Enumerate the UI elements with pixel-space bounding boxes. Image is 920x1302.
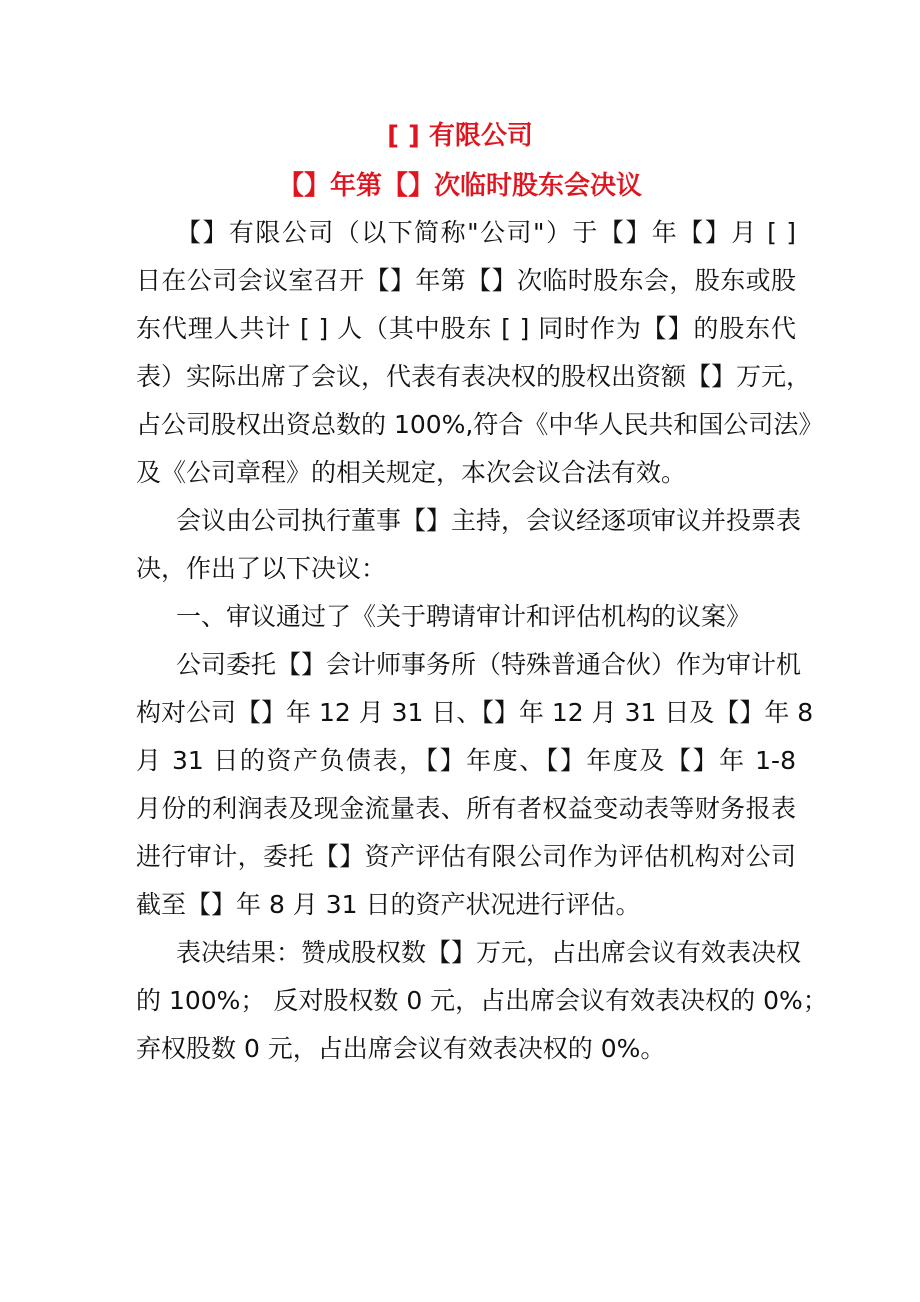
paragraph-3-line-1: 公司委托【】会计师事务所（特殊普通合伙）作为审计机 [176, 650, 802, 679]
paragraph-1-line-2: 日在公司会议室召开【】年第【】次临时股东会，股东或股 [136, 266, 796, 295]
company-name-title: [ ] 有限公司 [387, 121, 533, 151]
resolution-title: 【】年第【】次临时股东会决议 [277, 171, 642, 201]
paragraph-3-line-6: 截至【】年 8 月 31 日的资产状况进行评估。 [136, 890, 641, 919]
paragraph-1-line-4: 表）实际出席了会议，代表有表决权的股权出资额【】万元， [136, 362, 812, 391]
paragraph-1-line-1: 【】有限公司（以下简称"公司"）于【】年【】月 [ ] [176, 218, 796, 247]
paragraph-3-line-4: 月份的利润表及现金流量表、所有者权益变动表等财务报表 [136, 794, 796, 823]
paragraph-3-line-2: 构对公司【】年 12 月 31 日、【】年 12 月 31 日及【】年 8 [136, 698, 814, 727]
paragraph-2-line-1: 会议由公司执行董事【】主持，会议经逐项审议并投票表 [176, 506, 802, 535]
paragraph-3-line-3: 月 31 日的资产负债表，【】年度、【】年度及【】年 1-8 [136, 746, 796, 775]
section-1-heading: 一、审议通过了《关于聘请审计和评估机构的议案》 [176, 602, 752, 631]
paragraph-1-line-6: 及《公司章程》的相关规定，本次会议合法有效。 [136, 458, 687, 487]
paragraph-1-line-3: 东代理人共计 [ ] 人（其中股东 [ ] 同时作为【】的股东代 [136, 314, 796, 343]
paragraph-4-line-3: 弃权股数 0 元，占出席会议有效表决权的 0%。 [136, 1034, 666, 1063]
paragraph-2-line-2: 决，作出了以下决议： [136, 554, 387, 583]
paragraph-4-line-1: 表决结果：赞成股权数【】万元，占出席会议有效表决权 [176, 938, 802, 967]
paragraph-4-line-2: 的 100%； 反对股权数 0 元，占出席会议有效表决权的 0%； [136, 986, 828, 1015]
paragraph-1-line-5: 占公司股权出资总数的 100%,符合《中华人民共和国公司法》 [136, 410, 824, 439]
paragraph-3-line-5: 进行审计，委托【】资产评估有限公司作为评估机构对公司 [136, 842, 796, 871]
